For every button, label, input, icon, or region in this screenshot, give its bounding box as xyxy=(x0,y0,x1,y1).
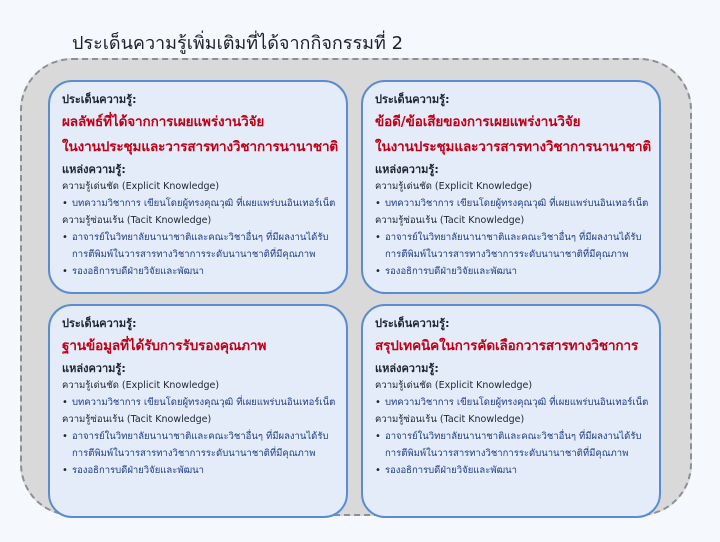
issue-label: ประเด็นความรู้: xyxy=(62,93,137,106)
explicit-knowledge-label: ความรู้เด่นชัด (Explicit Knowledge) xyxy=(375,181,533,192)
tacit-knowledge-label: ความรู้ซ่อนเร้น (Tacit Knowledge) xyxy=(62,414,212,425)
knowledge-card xyxy=(48,304,348,518)
issue-label: ประเด็นความรู้: xyxy=(375,93,450,106)
list-item-text: การตีพิมพ์ในวารสารทางวิชาการระดับนานาชาติที่มีคุณภาพ xyxy=(385,249,629,260)
list-item-text: • รองอธิการบดีฝ่ายวิจัยและพัฒนา xyxy=(385,465,517,476)
topic-line: ในงานประชุมและวารสารทางวิชาการนานาชาติ xyxy=(375,139,652,155)
list-item xyxy=(375,428,651,462)
source-label: แหล่งความรู้: xyxy=(62,362,126,375)
explicit-knowledge-list xyxy=(62,195,338,212)
list-item-text: การตีพิมพ์ในวารสารทางวิชาการระดับนานาชาติที่มีคุณภาพ xyxy=(72,448,316,459)
knowledge-card xyxy=(361,304,661,518)
page-title: ประเด็นความรู้เพิ่มเติมที่ได้จากกิจกรรมที่ 2 xyxy=(72,33,404,54)
card-topic xyxy=(375,110,651,160)
explicit-knowledge-label: ความรู้เด่นชัด (Explicit Knowledge) xyxy=(62,380,220,391)
list-item xyxy=(62,462,338,479)
topic-line: ข้อดี/ข้อเสียของการเผยแพร่งานวิจัย xyxy=(375,114,581,130)
list-item xyxy=(375,229,651,263)
list-item xyxy=(375,263,651,280)
topic-line: ในงานประชุมและวารสารทางวิชาการนานาชาติ xyxy=(62,139,339,155)
explicit-knowledge-list xyxy=(62,394,338,411)
card-topic xyxy=(62,110,338,160)
list-item xyxy=(62,428,338,462)
tacit-knowledge-list xyxy=(375,229,651,280)
card-topic xyxy=(62,334,338,359)
explicit-knowledge-label: ความรู้เด่นชัด (Explicit Knowledge) xyxy=(375,380,533,391)
topic-line: ผลลัพธ์ที่ได้จากการเผยแพร่งานวิจัย xyxy=(62,114,265,130)
list-item-text: • อาจารย์ในวิทยาลัยนานาชาติและคณะวิชาอื่นๆ ที่มีผลงานได้รับ xyxy=(72,232,329,243)
tacit-knowledge-label: ความรู้ซ่อนเร้น (Tacit Knowledge) xyxy=(375,215,525,226)
tacit-knowledge-list xyxy=(62,428,338,479)
list-item-text: • บทความวิชาการ เขียนโดยผู้ทรงคุณวุฒิ ที่เผยแพร่บนอินเทอร์เน็ต xyxy=(385,198,649,209)
list-item-text: • รองอธิการบดีฝ่ายวิจัยและพัฒนา xyxy=(385,266,517,277)
source-label: แหล่งความรู้: xyxy=(375,362,439,375)
list-item xyxy=(62,229,338,263)
knowledge-card xyxy=(361,80,661,294)
source-label: แหล่งความรู้: xyxy=(62,163,126,176)
list-item xyxy=(375,195,651,212)
list-item-text: • บทความวิชาการ เขียนโดยผู้ทรงคุณวุฒิ ที่เผยแพร่บนอินเทอร์เน็ต xyxy=(72,198,336,209)
source-label: แหล่งความรู้: xyxy=(375,163,439,176)
list-item-text: • รองอธิการบดีฝ่ายวิจัยและพัฒนา xyxy=(72,266,204,277)
list-item-text: การตีพิมพ์ในวารสารทางวิชาการระดับนานาชาติที่มีคุณภาพ xyxy=(385,448,629,459)
list-item-text: • อาจารย์ในวิทยาลัยนานาชาติและคณะวิชาอื่นๆ ที่มีผลงานได้รับ xyxy=(385,232,642,243)
list-item-text: • รองอธิการบดีฝ่ายวิจัยและพัฒนา xyxy=(72,465,204,476)
list-item xyxy=(62,195,338,212)
list-item xyxy=(62,263,338,280)
list-item-text: • อาจารย์ในวิทยาลัยนานาชาติและคณะวิชาอื่นๆ ที่มีผลงานได้รับ xyxy=(385,431,642,442)
list-item xyxy=(62,394,338,411)
explicit-knowledge-label: ความรู้เด่นชัด (Explicit Knowledge) xyxy=(62,181,220,192)
list-item-text: การตีพิมพ์ในวารสารทางวิชาการระดับนานาชาติที่มีคุณภาพ xyxy=(72,249,316,260)
knowledge-card xyxy=(48,80,348,294)
explicit-knowledge-list xyxy=(375,195,651,212)
tacit-knowledge-label: ความรู้ซ่อนเร้น (Tacit Knowledge) xyxy=(375,414,525,425)
list-item-text: • บทความวิชาการ เขียนโดยผู้ทรงคุณวุฒิ ที่เผยแพร่บนอินเทอร์เน็ต xyxy=(72,397,336,408)
list-item xyxy=(375,462,651,479)
topic-line: ฐานข้อมูลที่ได้รับการรับรองคุณภาพ xyxy=(62,338,267,354)
list-item-text: • บทความวิชาการ เขียนโดยผู้ทรงคุณวุฒิ ที่เผยแพร่บนอินเทอร์เน็ต xyxy=(385,397,649,408)
issue-label: ประเด็นความรู้: xyxy=(62,317,137,330)
tacit-knowledge-list xyxy=(375,428,651,479)
topic-line: สรุปเทคนิคในการคัดเลือกวารสารทางวิชาการ xyxy=(375,338,639,354)
list-item xyxy=(375,394,651,411)
tacit-knowledge-label: ความรู้ซ่อนเร้น (Tacit Knowledge) xyxy=(62,215,212,226)
explicit-knowledge-list xyxy=(375,394,651,411)
tacit-knowledge-list xyxy=(62,229,338,280)
card-topic xyxy=(375,334,651,359)
issue-label: ประเด็นความรู้: xyxy=(375,317,450,330)
list-item-text: • อาจารย์ในวิทยาลัยนานาชาติและคณะวิชาอื่นๆ ที่มีผลงานได้รับ xyxy=(72,431,329,442)
